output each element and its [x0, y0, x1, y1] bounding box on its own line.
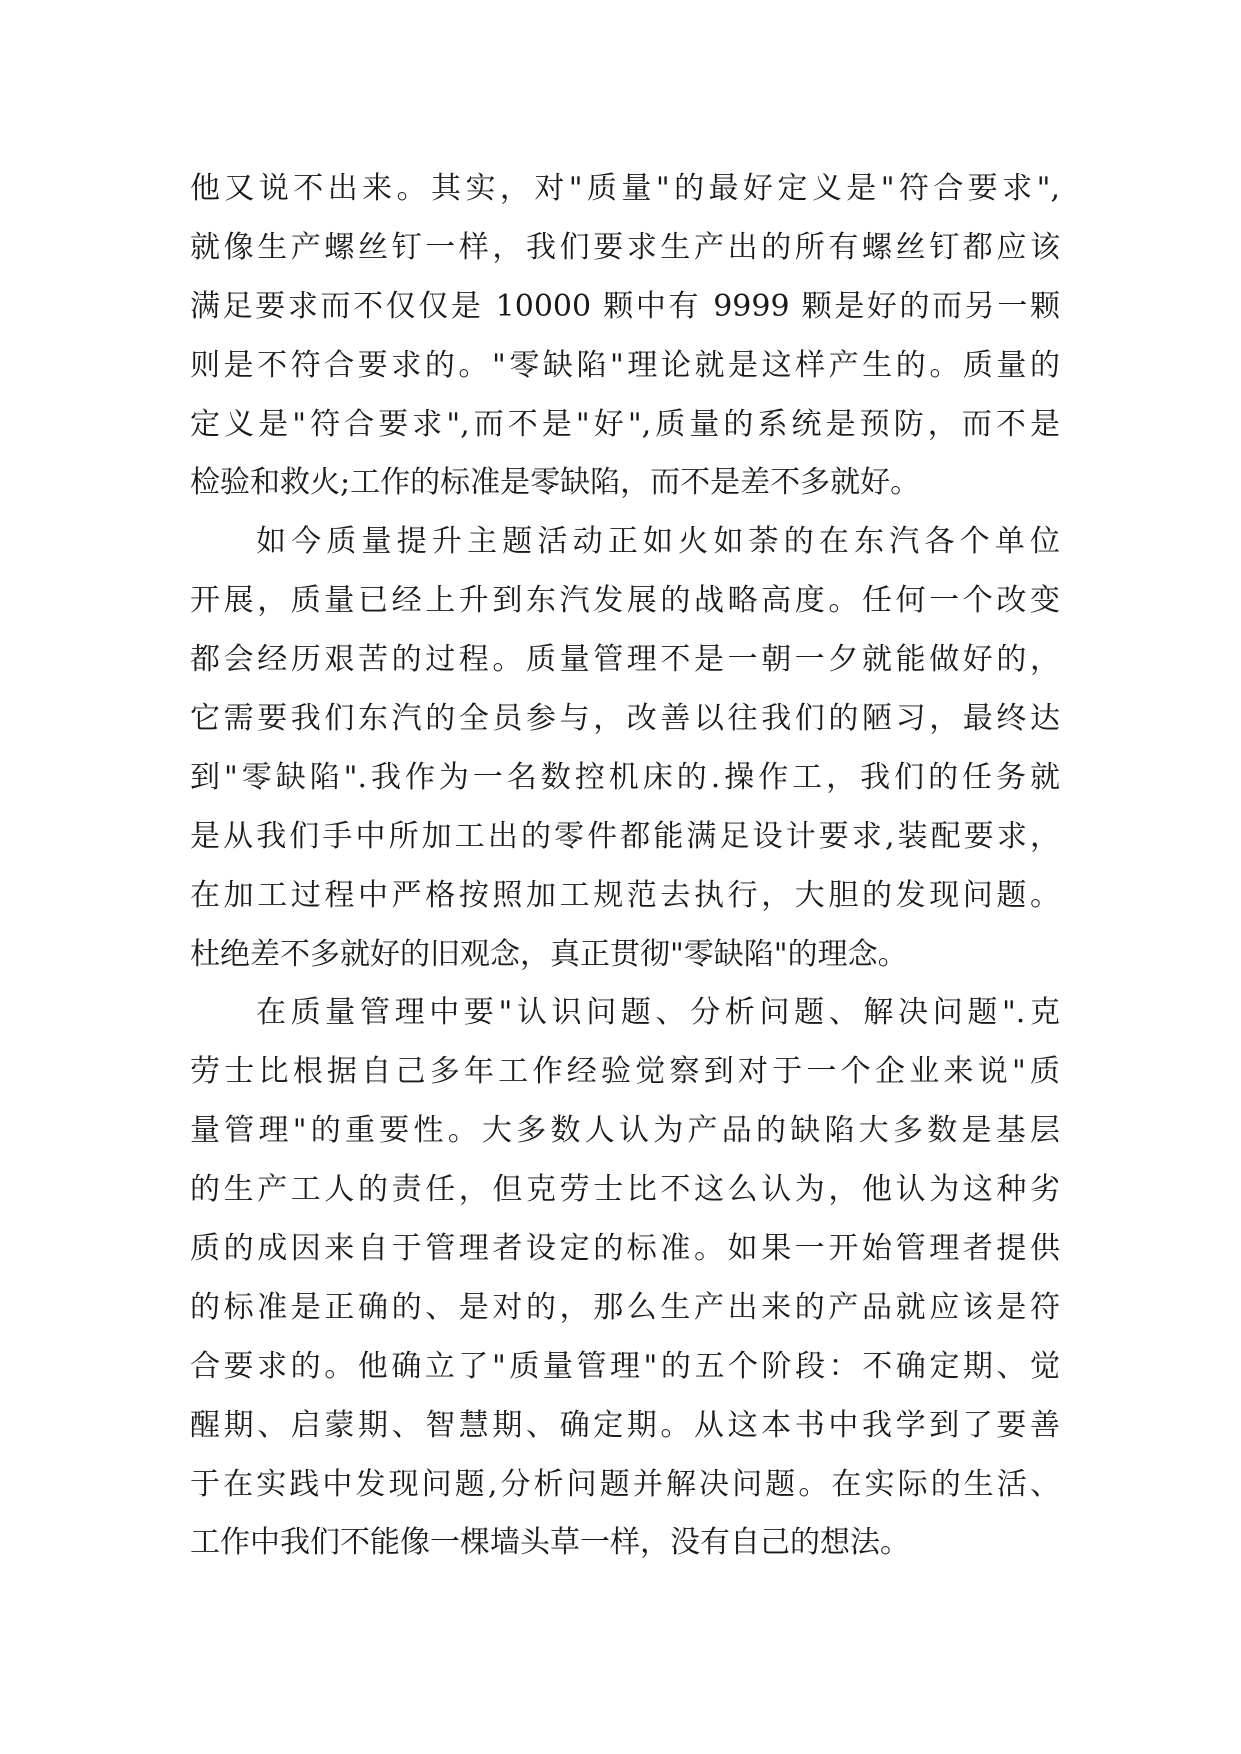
- text-line: 的标准是正确的、是对的，那么生产出来的产品就应该是符: [190, 1289, 1060, 1325]
- text-line: 他又说不出来。其实，对"质量"的最好定义是"符合要求",: [190, 171, 1060, 206]
- body-text: [190, 160, 1060, 1573]
- text-line: 开展，质量已经上升到东汽发展的战略高度。任何一个改变: [190, 583, 1060, 619]
- text-line: 定义是"符合要求",而不是"好",质量的系统是预防，而不是: [190, 406, 1060, 442]
- text-line: 合要求的。他确立了"质量管理"的五个阶段：不确定期、觉: [190, 1348, 1060, 1384]
- text-line: 是从我们手中所加工出的零件都能满足设计要求,装配要求，: [190, 818, 1060, 854]
- text-line: 就像生产螺丝钉一样，我们要求生产出的所有螺丝钉都应该: [190, 229, 1060, 265]
- text-line: 劳士比根据自己多年工作经验觉察到对于一个企业来说"质: [190, 1054, 1060, 1090]
- text-line: 都会经历艰苦的过程。质量管理不是一朝一夕就能做好的，: [190, 642, 1060, 678]
- text-line: 醒期、启蒙期、智慧期、确定期。从这本书中我学到了要善: [190, 1407, 1060, 1443]
- text-line: 质的成因来自于管理者设定的标准。如果一开始管理者提供: [190, 1231, 1060, 1267]
- text-line: 在加工过程中严格按照加工规范去执行，大胆的发现问题。: [190, 877, 1060, 913]
- text-line: 的生产工人的责任，但克劳士比不这么认为，他认为这种劣: [190, 1172, 1060, 1208]
- paragraph: [190, 984, 1060, 1573]
- paragraph: [190, 160, 1060, 513]
- text-line: 满足要求而不仅仅是 10000 颗中有 9999 颗是好的而另一颗: [190, 288, 1060, 324]
- text-line: 杜绝差不多就好的旧观念，真正贯彻"零缺陷"的理念。: [190, 936, 908, 972]
- text-line: 检验和救火;工作的标准是零缺陷，而不是差不多就好。: [190, 465, 921, 501]
- text-line: 它需要我们东汽的全员参与，改善以往我们的陋习，最终达: [190, 701, 1060, 737]
- paragraph: [190, 513, 1060, 984]
- text-line: 如今质量提升主题活动正如火如荼的在东汽各个单位: [256, 524, 1060, 560]
- text-line: 则是不符合要求的。"零缺陷"理论就是这样产生的。质量的: [190, 347, 1060, 383]
- text-line: 于在实践中发现问题,分析问题并解决问题。在实际的生活、: [190, 1466, 1060, 1502]
- text-line: 到"零缺陷".我作为一名数控机床的.操作工，我们的任务就: [190, 759, 1060, 795]
- text-line: 量管理"的重要性。大多数人认为产品的缺陷大多数是基层: [190, 1113, 1060, 1149]
- text-line: 工作中我们不能像一棵墙头草一样，没有自己的想法。: [190, 1525, 910, 1561]
- text-line: 在质量管理中要"认识问题、分析问题、解决问题".克: [256, 995, 1060, 1031]
